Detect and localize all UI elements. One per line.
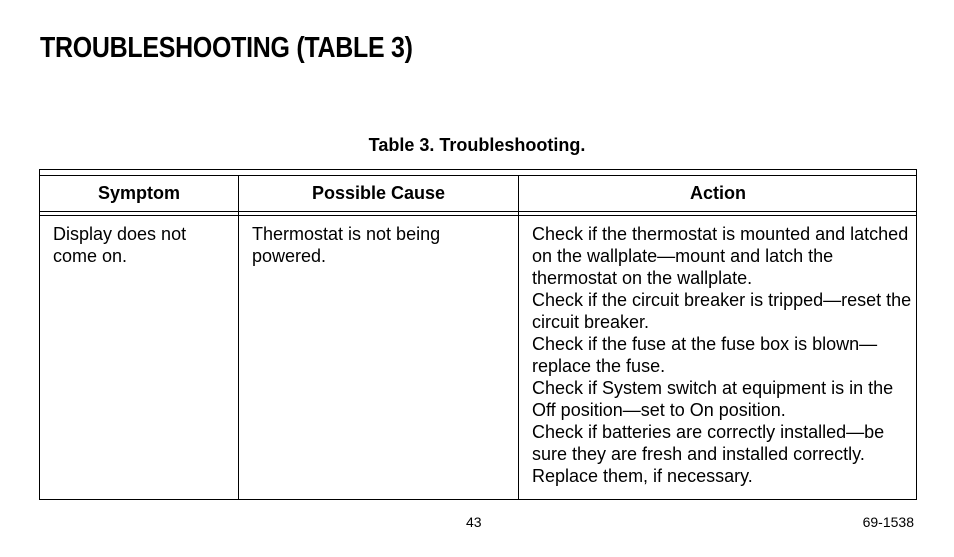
header-possible-cause: Possible Cause [311, 183, 446, 203]
action-item: Check if batteries are correctly installed—be sure they are fresh and installed correctly. Replace them, if necessary. [532, 422, 885, 486]
action-item: Check if System switch at equipment is in the Off position—set to On position. [532, 378, 894, 420]
document-number: 69-1538 [862, 514, 914, 530]
symptom-cell: Display does not come on. [53, 224, 187, 266]
header-symptom: Symptom [97, 183, 180, 203]
action-item: Check if the circuit breaker is tripped—reset the circuit breaker. [532, 290, 912, 332]
action-item: Check if the thermostat is mounted and latched on the wallplate—mount and latch the thermostat on the wallplate. [532, 224, 909, 288]
action-cell [532, 223, 912, 487]
header-action: Action [690, 183, 746, 203]
troubleshooting-table [39, 169, 917, 500]
column-divider [238, 175, 239, 499]
action-item: Check if the fuse at the fuse box is blown—replace the fuse. [532, 334, 878, 376]
page-number: 43 [466, 514, 482, 530]
table-caption: Table 3. Troubleshooting. [368, 135, 586, 155]
cause-cell: Thermostat is not being powered. [252, 224, 441, 266]
page-title: TROUBLESHOOTING (TABLE 3) [40, 32, 413, 64]
header-bottom-rule [40, 211, 916, 212]
column-divider [518, 175, 519, 499]
header-double-rule [40, 215, 916, 216]
